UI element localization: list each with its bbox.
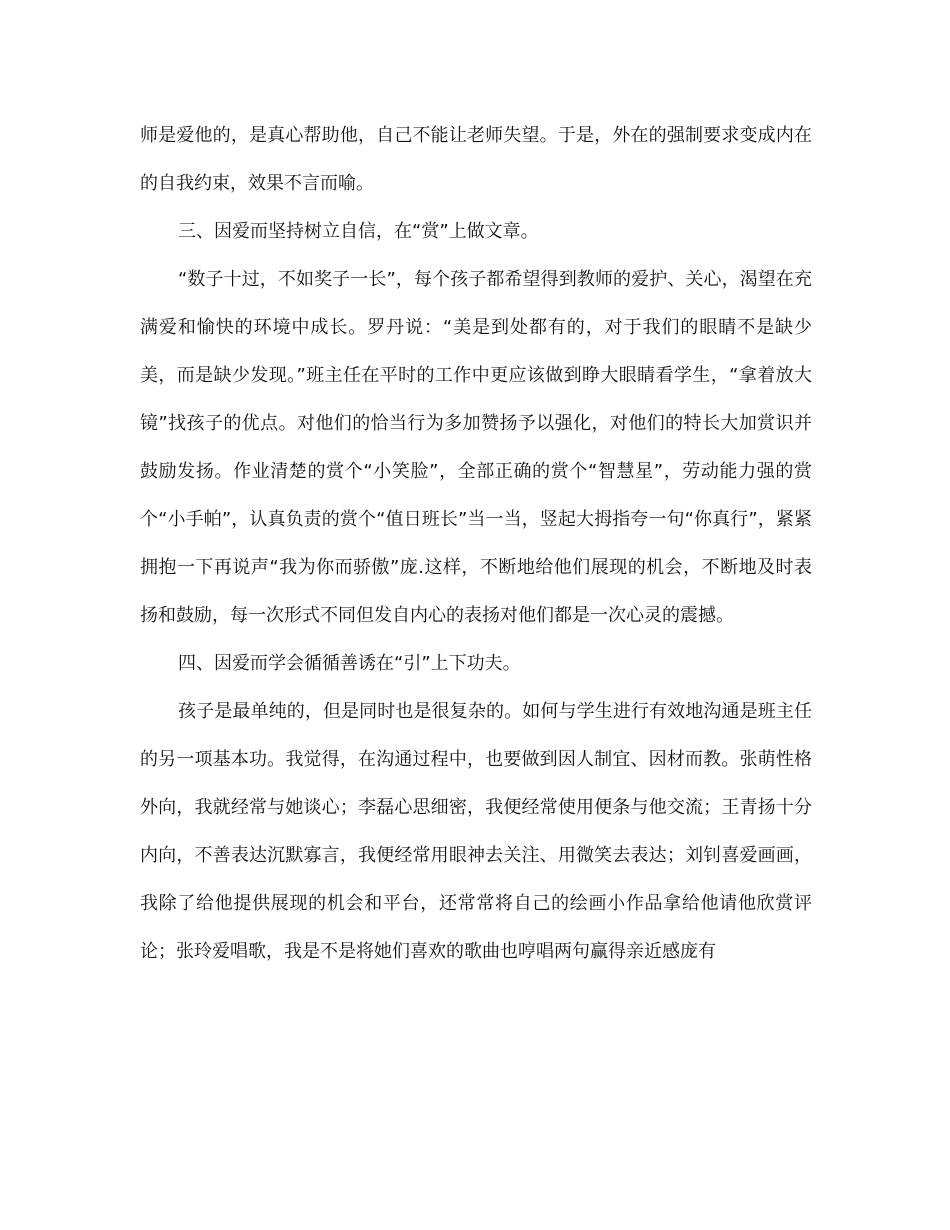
section-heading-4: 四、因爱而学会循循善诱在“引”上下功夫。 [178, 653, 521, 674]
document-body [140, 112, 812, 976]
paragraph-guidance: 孩子是最单纯的，但是同时也是很复杂的。如何与学生进行有效地沟通是班主任的另一项基本功。我觉得，在沟通过程中，也要做到因人制宜、因材而教。张萌性格外向，我就经常与她谈心；李磊心思细密，我便经常使用便条与他交流；王青扬十分内向，不善表达沉默寡言，我便经常用眼神去关注、用微笑去表达；刘钊喜爱画画，我除了给他提供展现的机会和平台，还常常将自己的绘画小作品拿给他请他欣赏评论；张玲爱唱歌，我是不是将她们喜欢的歌曲也哼唱两句赢得亲近感庞有 [140, 701, 812, 962]
paragraph-continuation: 师是爱他的，是真心帮助他，自己不能让老师失望。于是，外在的强制要求变成内在的自我约束，效果不言而喻。 [140, 125, 812, 194]
section-heading-3: 三、因爱而坚持树立自信，在“赏”上做文章。 [178, 221, 539, 242]
paragraph-praise: “数子十过，不如奖子一长”，每个孩子都希望得到教师的爱护、关心，渴望在充满爱和愉快的环境中成长。罗丹说：“美是到处都有的，对于我们的眼睛不是缺少美，而是缺少发现。”班主任在平时的工作中更应该做到睁大眼睛看学生，“拿着放大镜”找孩子的优点。对他们的恰当行为多加赞扬予以强化，对他们的特长大加赏识并鼓励发扬。作业清楚的赏个“小笑脸”，全部正确的赏个“智慧星”，劳动能力强的赏个“小手帕”，认真负责的赏个“值日班长”当一当，竖起大拇指夸一句“你真行”，紧紧拥抱一下再说声“我为你而骄傲”庞.这样，不断地给他们展现的机会，不断地及时表扬和鼓励，每一次形式不同但发自内心的表扬对他们都是一次心灵的震撼。 [140, 269, 812, 626]
